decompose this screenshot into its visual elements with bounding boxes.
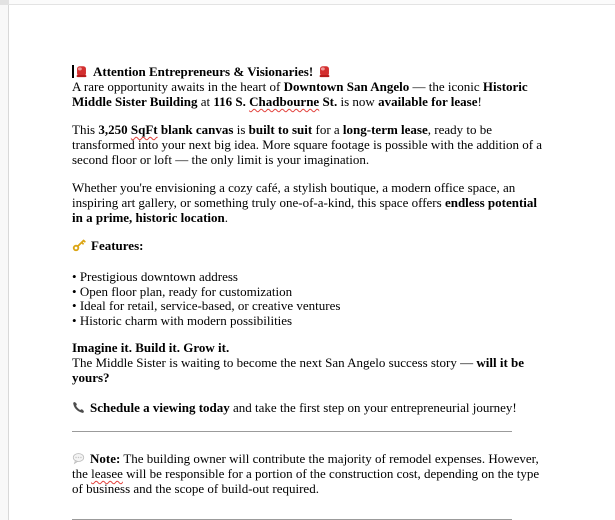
divider	[72, 431, 512, 432]
speech-bubble-icon	[72, 452, 85, 465]
siren-icon	[75, 65, 88, 78]
intro-paragraph: A rare opportunity awaits in the heart of Downtown San Angelo — the iconic Historic Middle Sister Building at 116 S. Chadbourne St. is now available for lease!	[72, 79, 528, 109]
features-list	[72, 270, 544, 328]
text-cursor-caret	[72, 65, 74, 78]
bullet-glyph: •	[72, 269, 80, 284]
headline-text: Attention Entrepreneurs & Visionaries!	[93, 64, 314, 79]
cta-text: Schedule a viewing today and take the first step on your entrepreneurial journey!	[90, 400, 517, 415]
key-icon	[72, 238, 86, 252]
bullet-glyph: •	[72, 283, 80, 299]
features-heading	[72, 238, 544, 253]
chrome-corner	[0, 0, 9, 5]
bullet-glyph: •	[72, 312, 80, 328]
list-item: • Open floor plan, ready for customization	[72, 283, 293, 299]
success-story-line: The Middle Sister is waiting to become the next San Angelo success story — will it be yours?	[72, 355, 525, 385]
headline	[72, 64, 544, 79]
document-body[interactable]	[72, 64, 544, 520]
left-panel-edge	[0, 0, 9, 520]
top-toolbar-edge	[0, 0, 615, 5]
space-details-paragraph: This 3,250 SqFt blank canvas is built to suit for a long-term lease, ready to be transformed into your next big idea. More square footage is possible with the addition of a second floor or loft — the only limit is your imagination.	[72, 122, 543, 167]
features-heading-text: Features:	[91, 238, 144, 253]
list-item: • Ideal for retail, service-based, or creative ventures	[72, 298, 341, 313]
siren-icon	[318, 65, 331, 78]
imagine-line: Imagine it. Build it. Grow it.	[72, 340, 230, 355]
bullet-glyph: •	[72, 298, 80, 313]
vision-paragraph: Whether you're envisioning a cozy café, a stylish boutique, a modern office space, an inspiring art gallery, or something truly one-of-a-kind, this space offers endless potential in a prime, historic location.	[72, 180, 538, 225]
cta-line	[72, 400, 544, 415]
note-text: Note: The building owner will contribute the majority of remodel expenses. However, the leasee will be responsible for a portion of the construction cost, depending on the type of business and the scope of build-out required.	[72, 451, 540, 496]
note-paragraph	[72, 451, 544, 496]
list-item: • Historic charm with modern possibilities	[72, 312, 293, 328]
list-item: • Prestigious downtown address	[72, 269, 238, 284]
phone-icon	[72, 401, 85, 414]
